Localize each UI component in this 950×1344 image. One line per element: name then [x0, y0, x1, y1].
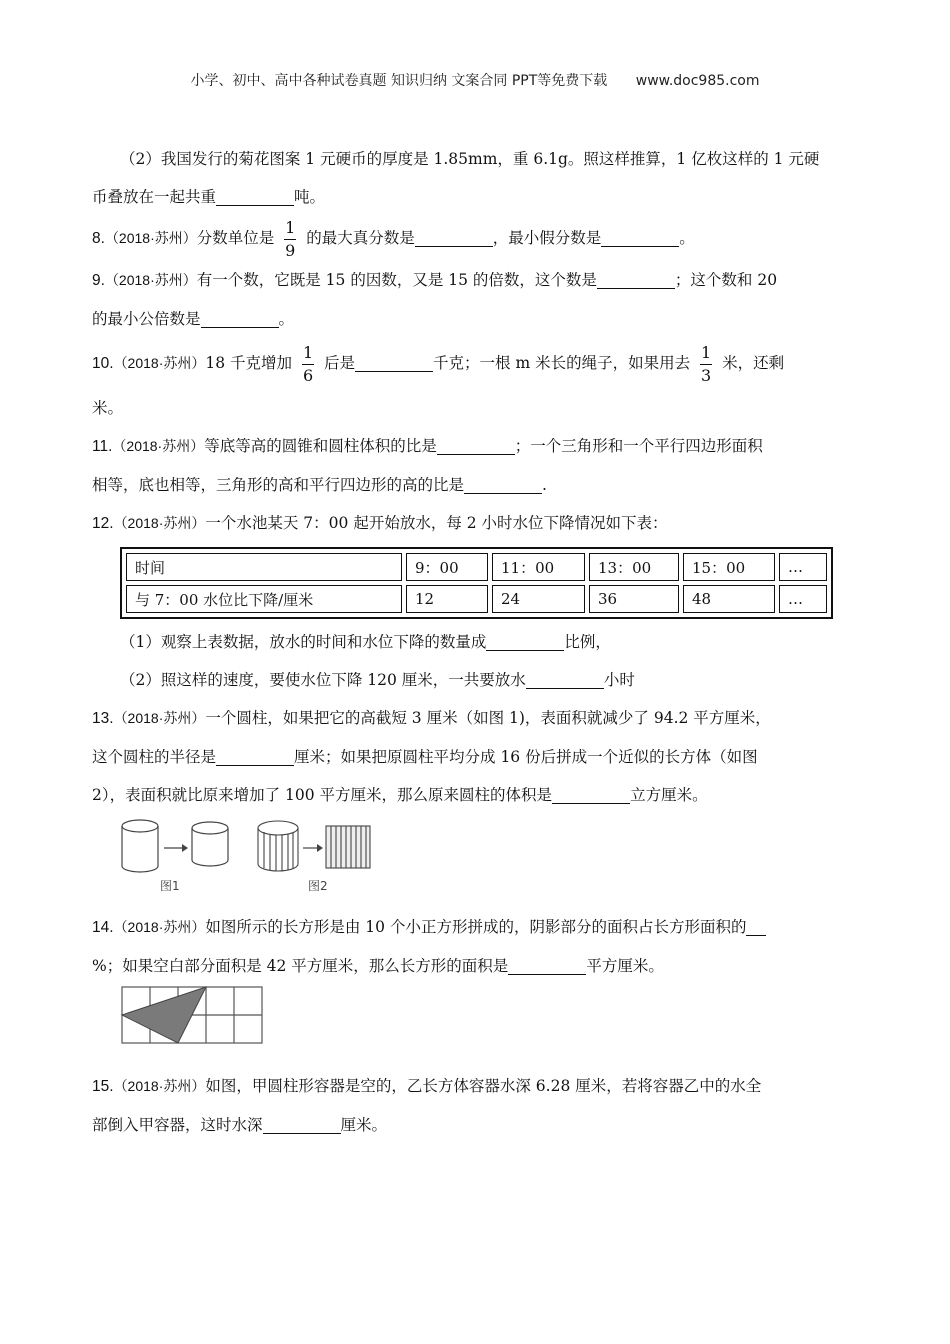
answer-blank[interactable]: [508, 956, 586, 975]
answer-blank[interactable]: [601, 228, 679, 247]
question-13: 13.（2018·苏州）一个圆柱，如果把它的高截短 3 厘米（如图 1)，表面积就减少了 94.2 平方厘米，: [92, 709, 771, 727]
question-15: 15.（2018·苏州）如图，甲圆柱形容器是空的，乙长方体容器水深 6.28 厘米，若将容器乙中的水全: [92, 1077, 762, 1095]
question-9-line2: 的最小公倍数是 。: [92, 310, 295, 328]
question-10-line2: 米。: [92, 399, 124, 417]
approx-cuboid-figure: [326, 826, 370, 868]
answer-blank[interactable]: [415, 228, 493, 247]
question-14-line2: %；如果空白部分面积是 42 平方厘米，那么长方形的面积是 平方厘米。: [92, 957, 664, 975]
cylinder-tall-figure: [122, 820, 158, 872]
answer-blank[interactable]: [464, 475, 542, 494]
arrow-head-icon: [182, 844, 188, 852]
question-9: 9.（2018·苏州）有一个数，它既是 15 的因数，又是 15 的倍数，这个数是 ；这个数和 20: [92, 271, 778, 289]
answer-blank[interactable]: [201, 309, 279, 328]
arrow-head-icon: [317, 844, 323, 852]
question-11-line2: 相等，底也相等，三角形的高和平行四边形的高的比是 .: [92, 476, 547, 494]
water-level-table: [120, 547, 833, 619]
question-12: 12.（2018·苏州）一个水池某天 7：00 起开始放水，每 2 小时水位下降情况如下表：: [92, 514, 668, 532]
question-12-sub1: （1）观察上表数据，放水的时间和水位下降的数量成 比例，: [120, 633, 611, 651]
answer-blank[interactable]: [216, 187, 294, 206]
fraction: $\frac{1}{6}$: [302, 342, 314, 385]
answer-blank[interactable]: [597, 270, 675, 289]
q7-part2-line1: （2）我国发行的菊花图案 1 元硬币的厚度是 1.85mm，重 6.1g。照这样推算，1 亿枚这样的 1 元硬: [120, 150, 820, 168]
grid-rectangle-figure: [120, 985, 270, 1045]
answer-blank[interactable]: [355, 353, 433, 372]
page-header: [0, 70, 950, 90]
question-11: 11.（2018·苏州）等底等高的圆锥和圆柱体积的比是 ；一个三角形和一个平行四边形面积: [92, 437, 763, 455]
header-site[interactable]: www.doc985.com: [635, 73, 760, 89]
answer-blank[interactable]: [552, 785, 630, 804]
answer-blank[interactable]: [263, 1115, 341, 1134]
fraction: $\frac{1}{3}$: [701, 342, 712, 385]
answer-blank[interactable]: [526, 670, 604, 689]
fig1-label: 图1: [160, 879, 180, 893]
question-12-sub2: （2）照这样的速度，要使水位下降 120 厘米，一共要放水 小时: [120, 671, 635, 689]
question-15-line2: 部倒入甲容器，这时水深 厘米。: [92, 1116, 388, 1134]
document-body: [92, 140, 860, 1144]
q7-part2-line2: 币叠放在一起共重 吨。: [92, 188, 326, 206]
sliced-cylinder-figure: [258, 821, 298, 871]
answer-blank[interactable]: [216, 747, 294, 766]
table-row: 与 7：00 水位比下降/厘米 12 24 36 48 …: [126, 585, 827, 613]
header-text: 小学、初中、高中各种试卷真题 知识归纳 文案合同 PPT等免费下载: [190, 73, 608, 89]
answer-blank[interactable]: [746, 917, 766, 936]
fig2-label: 图2: [308, 879, 328, 893]
table-row: 时间 9：00 11：00 13：00 15：00 …: [126, 553, 827, 581]
answer-blank[interactable]: [437, 436, 515, 455]
question-8: 8.（2018·苏州）分数单位是 $\frac{1}{9}$ 的最大真分数是 ，最小假分数是 。: [92, 217, 695, 260]
answer-blank[interactable]: [486, 632, 564, 651]
question-13-line2: 这个圆柱的半径是 厘米；如果把原圆柱平均分成 16 份后拼成一个近似的长方体（如图: [92, 748, 758, 766]
cylinder-figure: [120, 814, 380, 894]
cylinder-short-figure: [192, 822, 228, 866]
fraction: $\frac{1}{9}$: [285, 217, 296, 260]
question-14: 14.（2018·苏州）如图所示的长方形是由 10 个小正方形拼成的，阴影部分的面积占长方形面积的: [92, 908, 860, 947]
question-10: 10.（2018·苏州）18 千克增加 $\frac{1}{6}$ 后是 千克；一根 m 米长的绳子，如果用去 $\frac{1}{3}$ 米，还剩: [92, 342, 785, 385]
question-13-line3: 2），表面积就比原来增加了 100 平方厘米，那么原来圆柱的体积是 立方厘米。: [92, 786, 708, 804]
